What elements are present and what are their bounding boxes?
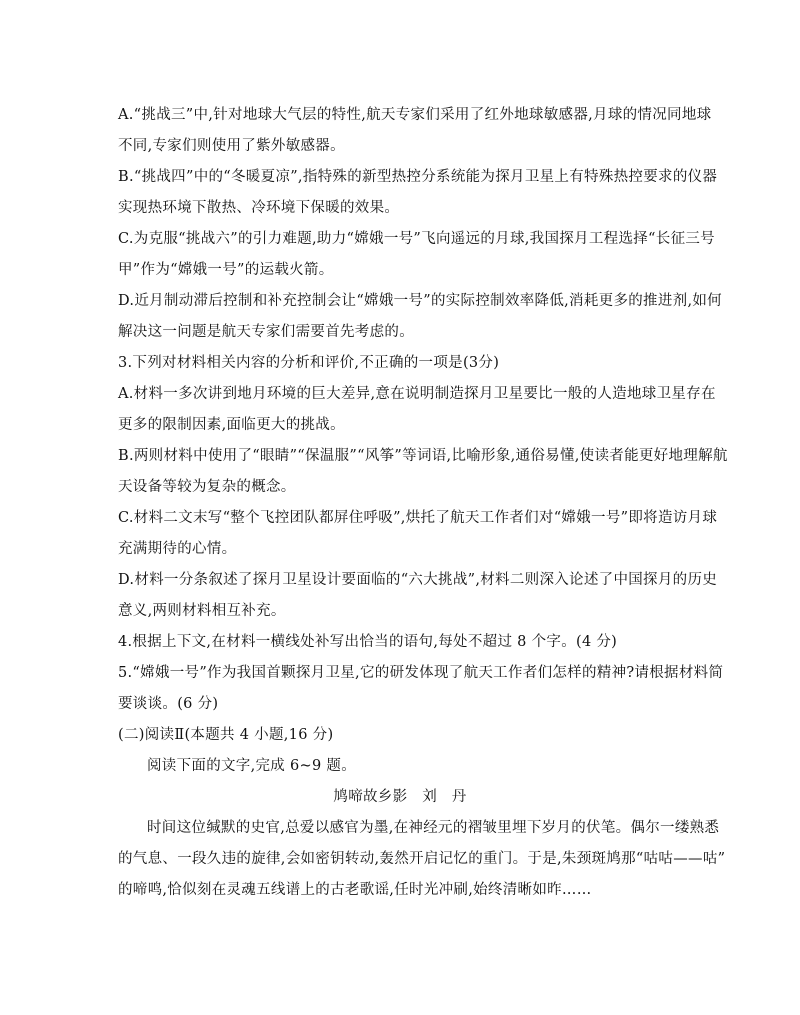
q4-stem: 4.根据上下文,在材料一横线处补写出恰当的语句,每处不超过 8 个字。(4 分) [118, 634, 618, 650]
q2-option-b-line1: B.“挑战四”中的“冬暖夏凉”,指特殊的新型热控分系统能为探月卫星上有特殊热控要求的仪器 [118, 169, 718, 185]
q3-option-d-line2: 意义,两则材料相互补充。 [118, 603, 286, 619]
q3-stem: 3.下列对材料相关内容的分析和评价,不正确的一项是(3分) [118, 355, 500, 371]
article-para1-line3: 的啼鸣,恰似刻在灵魂五线谱上的古老歌谣,任时光冲刷,始终清晰如昨…… [118, 882, 592, 898]
q3-option-a-line2: 更多的限制因素,面临更大的挑战。 [118, 417, 345, 433]
q2-option-c-line1: C.为克服“挑战六”的引力难题,助力“嫦娥一号”飞向遥远的月球,我国探月工程选择“长征三号 [118, 231, 715, 247]
q2-option-d-line1: D.近月制动滞后控制和补充控制会让“嫦娥一号”的实际控制效率降低,消耗更多的推进剂,如何 [118, 293, 722, 309]
article-title: 鸠啼故乡影 刘 丹 [333, 789, 467, 805]
q2-option-b-line2: 实现热环境下散热、冷环境下保暖的效果。 [118, 200, 400, 216]
q3-option-d-line1: D.材料一分条叙述了探月卫星设计要面临的“六大挑战”,材料二则深入论述了中国探月的历史 [118, 572, 718, 588]
q2-option-c-line2: 甲”作为“嫦娥一号”的运载火箭。 [118, 262, 334, 278]
q3-option-b-line1: B.两则材料中使用了“眼睛”“保温服”“风筝”等词语,比喻形象,通俗易懂,使读者能更好地理解航 [118, 448, 728, 464]
q5-stem-line1: 5.“嫦娥一号”作为我国首颗探月卫星,它的研发体现了航天工作者们怎样的精神?请根据材料简 [118, 665, 724, 681]
q2-option-a-line2: 不同,专家们则使用了紫外敏感器。 [118, 138, 345, 154]
section-heading: (二)阅读Ⅱ(本题共 4 小题,16 分) [118, 727, 334, 743]
article-para1-line1: 时间这位缄默的史官,总爱以感官为墨,在神经元的褶皱里埋下岁月的伏笔。偶尔一缕熟悉 [147, 820, 720, 836]
q2-option-d-line2: 解决这一问题是航天专家们需要首先考虑的。 [118, 324, 414, 340]
q3-option-c-line2: 充满期待的心情。 [118, 541, 237, 557]
q2-option-a-line1: A.“挑战三”中,针对地球大气层的特性,航天专家们采用了红外地球敏感器,月球的情况同地球 [118, 107, 712, 123]
section-instruction: 阅读下面的文字,完成 6~9 题。 [147, 758, 357, 774]
article-para1-line2: 的气息、一段久违的旋律,会如密钥转动,轰然开启记忆的重门。于是,朱颈斑鸠那“咕咕——咕” [118, 851, 726, 867]
q5-stem-line2: 要谈谈。(6 分) [118, 696, 219, 712]
q3-option-c-line1: C.材料二文末写“整个飞控团队都屏住呼吸”,烘托了航天工作者们对“嫦娥一号”即将造访月球 [118, 510, 718, 526]
q3-option-a-line1: A.材料一多次讲到地月环境的巨大差异,意在说明制造探月卫星要比一般的人造地球卫星存在 [118, 386, 716, 402]
q3-option-b-line2: 天设备等较为复杂的概念。 [118, 479, 296, 495]
